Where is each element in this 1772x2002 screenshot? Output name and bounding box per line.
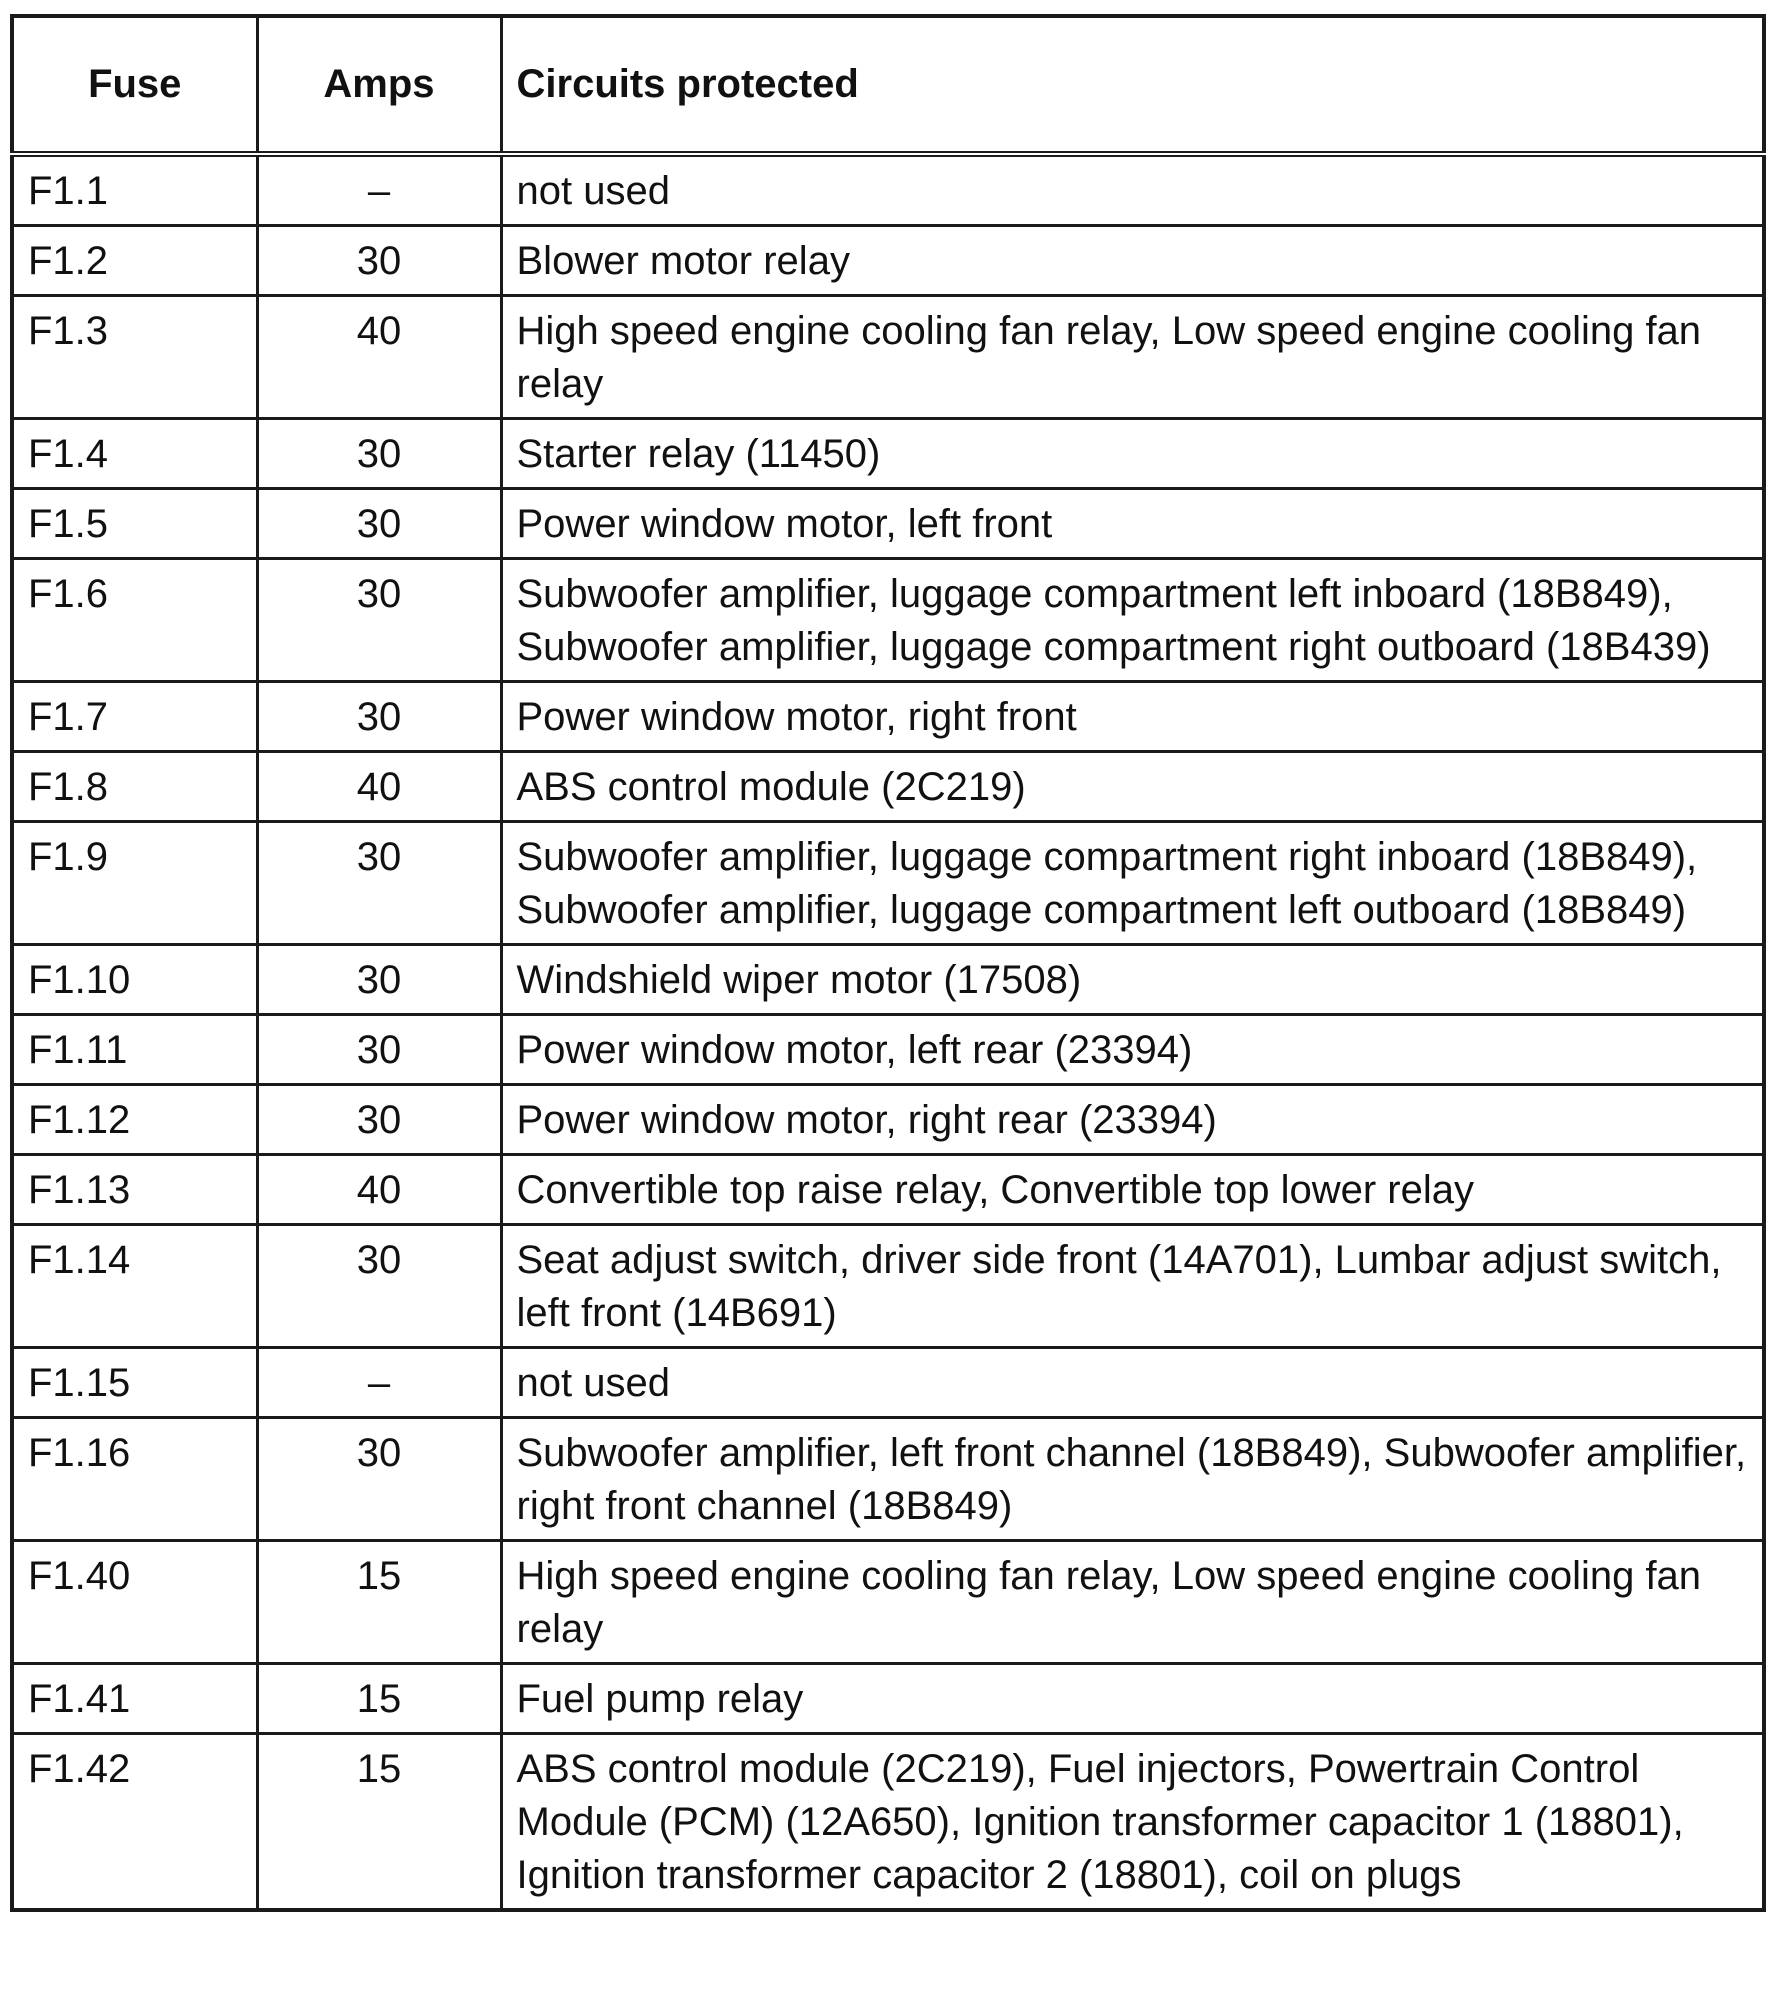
fuse-id-cell: F1.2 bbox=[12, 226, 257, 296]
circuits-protected-cell: Power window motor, right rear (23394) bbox=[501, 1085, 1764, 1155]
table-body bbox=[12, 154, 1764, 1910]
table-row bbox=[12, 945, 1764, 1015]
fuse-id-cell: F1.41 bbox=[12, 1664, 257, 1734]
circuits-protected-cell: Subwoofer amplifier, left front channel (18B849), Subwoofer amplifier, right front channel (18B849) bbox=[501, 1418, 1764, 1541]
circuits-protected-cell: Power window motor, left rear (23394) bbox=[501, 1015, 1764, 1085]
table-row bbox=[12, 1664, 1764, 1734]
amps-cell: 30 bbox=[257, 489, 501, 559]
fuse-id-cell: F1.14 bbox=[12, 1225, 257, 1348]
circuits-protected-cell: High speed engine cooling fan relay, Low speed engine cooling fan relay bbox=[501, 296, 1764, 419]
amps-cell: – bbox=[257, 154, 501, 226]
amps-cell: 30 bbox=[257, 226, 501, 296]
fuse-id-cell: F1.9 bbox=[12, 822, 257, 945]
fuse-id-cell: F1.11 bbox=[12, 1015, 257, 1085]
amps-cell: 15 bbox=[257, 1734, 501, 1911]
table-row bbox=[12, 1418, 1764, 1541]
table-row bbox=[12, 419, 1764, 489]
table-row bbox=[12, 154, 1764, 226]
fuse-id-cell: F1.1 bbox=[12, 154, 257, 226]
circuits-protected-cell: Subwoofer amplifier, luggage compartment left inboard (18B849), Subwoofer amplifier, luggage compartment right outboard (18B439) bbox=[501, 559, 1764, 682]
circuits-protected-cell: Fuel pump relay bbox=[501, 1664, 1764, 1734]
fuse-id-cell: F1.16 bbox=[12, 1418, 257, 1541]
circuits-protected-cell: Seat adjust switch, driver side front (14A701), Lumbar adjust switch, left front (14B691) bbox=[501, 1225, 1764, 1348]
circuits-protected-cell: Blower motor relay bbox=[501, 226, 1764, 296]
header-fuse: Fuse bbox=[12, 16, 257, 154]
table-row bbox=[12, 752, 1764, 822]
amps-cell: 15 bbox=[257, 1664, 501, 1734]
circuits-protected-cell: High speed engine cooling fan relay, Low speed engine cooling fan relay bbox=[501, 1541, 1764, 1664]
fuse-id-cell: F1.40 bbox=[12, 1541, 257, 1664]
table-row bbox=[12, 682, 1764, 752]
amps-cell: 40 bbox=[257, 752, 501, 822]
table-row bbox=[12, 1225, 1764, 1348]
fuse-table bbox=[10, 14, 1766, 1912]
amps-cell: 30 bbox=[257, 682, 501, 752]
fuse-id-cell: F1.8 bbox=[12, 752, 257, 822]
table-row bbox=[12, 226, 1764, 296]
amps-cell: 30 bbox=[257, 1225, 501, 1348]
table-row bbox=[12, 489, 1764, 559]
amps-cell: 30 bbox=[257, 559, 501, 682]
table-header-row bbox=[12, 16, 1764, 154]
fuse-id-cell: F1.10 bbox=[12, 945, 257, 1015]
table-row bbox=[12, 1085, 1764, 1155]
table-row bbox=[12, 296, 1764, 419]
fuse-id-cell: F1.6 bbox=[12, 559, 257, 682]
table-row bbox=[12, 1541, 1764, 1664]
fuse-id-cell: F1.15 bbox=[12, 1348, 257, 1418]
table-row bbox=[12, 1734, 1764, 1911]
fuse-id-cell: F1.5 bbox=[12, 489, 257, 559]
fuse-id-cell: F1.42 bbox=[12, 1734, 257, 1911]
circuits-protected-cell: Convertible top raise relay, Convertible top lower relay bbox=[501, 1155, 1764, 1225]
header-circuits-protected: Circuits protected bbox=[501, 16, 1764, 154]
table-row bbox=[12, 822, 1764, 945]
circuits-protected-cell: not used bbox=[501, 1348, 1764, 1418]
circuits-protected-cell: Power window motor, right front bbox=[501, 682, 1764, 752]
table-row bbox=[12, 1015, 1764, 1085]
table-row bbox=[12, 559, 1764, 682]
header-amps: Amps bbox=[257, 16, 501, 154]
circuits-protected-cell: Windshield wiper motor (17508) bbox=[501, 945, 1764, 1015]
table-row bbox=[12, 1348, 1764, 1418]
amps-cell: 30 bbox=[257, 419, 501, 489]
circuits-protected-cell: Power window motor, left front bbox=[501, 489, 1764, 559]
fuse-id-cell: F1.7 bbox=[12, 682, 257, 752]
amps-cell: 15 bbox=[257, 1541, 501, 1664]
table-row bbox=[12, 1155, 1764, 1225]
fuse-id-cell: F1.12 bbox=[12, 1085, 257, 1155]
amps-cell: – bbox=[257, 1348, 501, 1418]
circuits-protected-cell: ABS control module (2C219) bbox=[501, 752, 1764, 822]
circuits-protected-cell: Starter relay (11450) bbox=[501, 419, 1764, 489]
fuse-id-cell: F1.4 bbox=[12, 419, 257, 489]
fuse-id-cell: F1.13 bbox=[12, 1155, 257, 1225]
circuits-protected-cell: Subwoofer amplifier, luggage compartment right inboard (18B849), Subwoofer amplifier, luggage compartment left outboard (18B849) bbox=[501, 822, 1764, 945]
amps-cell: 40 bbox=[257, 296, 501, 419]
amps-cell: 30 bbox=[257, 1085, 501, 1155]
circuits-protected-cell: ABS control module (2C219), Fuel injectors, Powertrain Control Module (PCM) (12A650), Ignition transformer capacitor 1 (18801), Ignition transformer capacitor 2 (18801), coil on plugs bbox=[501, 1734, 1764, 1911]
amps-cell: 30 bbox=[257, 822, 501, 945]
fuse-id-cell: F1.3 bbox=[12, 296, 257, 419]
circuits-protected-cell: not used bbox=[501, 154, 1764, 226]
amps-cell: 30 bbox=[257, 1418, 501, 1541]
amps-cell: 30 bbox=[257, 945, 501, 1015]
amps-cell: 40 bbox=[257, 1155, 501, 1225]
amps-cell: 30 bbox=[257, 1015, 501, 1085]
